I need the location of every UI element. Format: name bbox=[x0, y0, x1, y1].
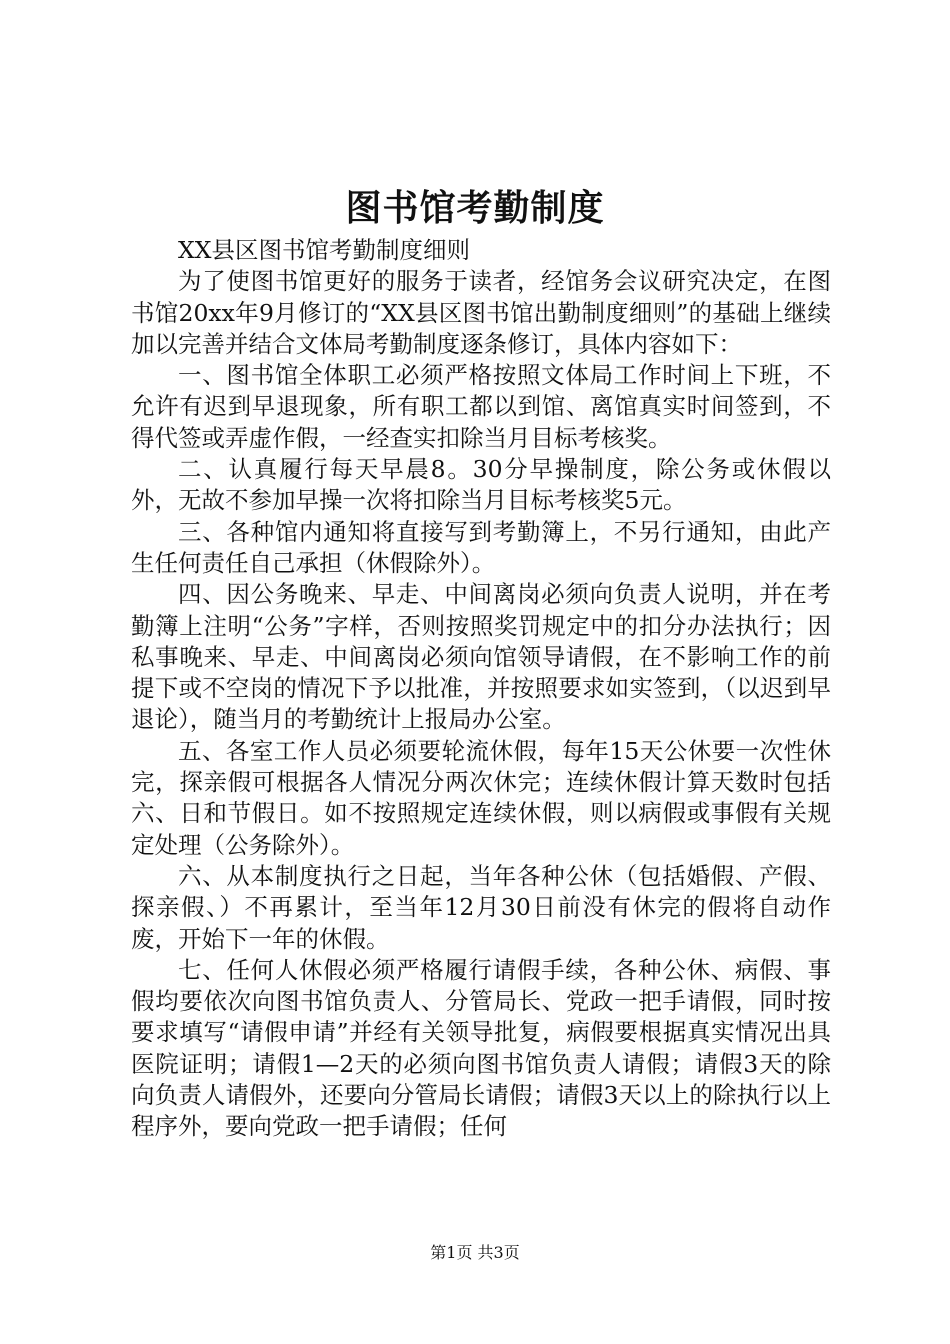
paragraph-rule-6: 六、从本制度执行之日起，当年各种公休（包括婚假、产假、探亲假、）不再累计，至当年12月30日前没有休完的假将自动作废，开始下一年的休假。 bbox=[131, 861, 831, 953]
paragraph-rule-2: 二、认真履行每天早晨8。30分早操制度，除公务或休假以外，无故不参加早操一次将扣除当月目标考核奖5元。 bbox=[131, 455, 831, 515]
document-title: 图书馆考勤制度 bbox=[345, 187, 605, 229]
paragraph-rule-5: 五、各室工作人员必须要轮流休假，每年15天公休要一次性休完，探亲假可根据各人情况分两次休完；连续休假计算天数时包括六、日和节假日。如不按照规定连续休假，则以病假或事假有关规定处理（公务除外）。 bbox=[131, 736, 831, 859]
paragraph-rule-3: 三、各种馆内通知将直接写到考勤簿上，不另行通知，由此产生任何责任自己承担（休假除外）。 bbox=[131, 517, 831, 577]
paragraph-rule-4: 四、因公务晚来、早走、中间离岗必须向负责人说明，并在考勤簿上注明“公务”字样，否则按照奖罚规定中的扣分办法执行；因私事晚来、早走、中间离岗必须向馆领导请假，在不影响工作的前提下或不空岗的情况下予以批准，并按照要求如实签到，（以迟到早退论），随当月的考勤统计上报局办公室。 bbox=[131, 580, 831, 734]
page-number-footer: 第1页 共3页 bbox=[430, 1243, 520, 1262]
paragraph-intro: 为了使图书馆更好的服务于读者，经馆务会议研究决定，在图书馆20xx年9月修订的“XX县区图书馆出勤制度细则”的基础上继续加以完善并结合文体局考勤制度逐条修订，具体内容如下： bbox=[131, 267, 831, 358]
paragraph-rule-7: 七、任何人休假必须严格履行请假手续，各种公休、病假、事假均要依次向图书馆负责人、分管局长、党政一把手请假，同时按要求填写“请假申请”并经有关领导批复，病假要根据真实情况出具医院证明；请假1—2天的必须向图书馆负责人请假；请假3天的除向负责人请假外，还要向分管局长请假；请假3天以上的除执行以上程序外，要向党政一把手请假；任何 bbox=[131, 955, 831, 1141]
paragraph-rule-1: 一、图书馆全体职工必须严格按照文体局工作时间上下班，不允许有迟到早退现象，所有职工都以到馆、离馆真实时间签到，不得代签或弄虚作假，一经查实扣除当月目标考核奖。 bbox=[131, 361, 831, 452]
paragraph-subtitle: XX县区图书馆考勤制度细则 bbox=[178, 236, 470, 264]
document-body bbox=[131, 235, 831, 1143]
